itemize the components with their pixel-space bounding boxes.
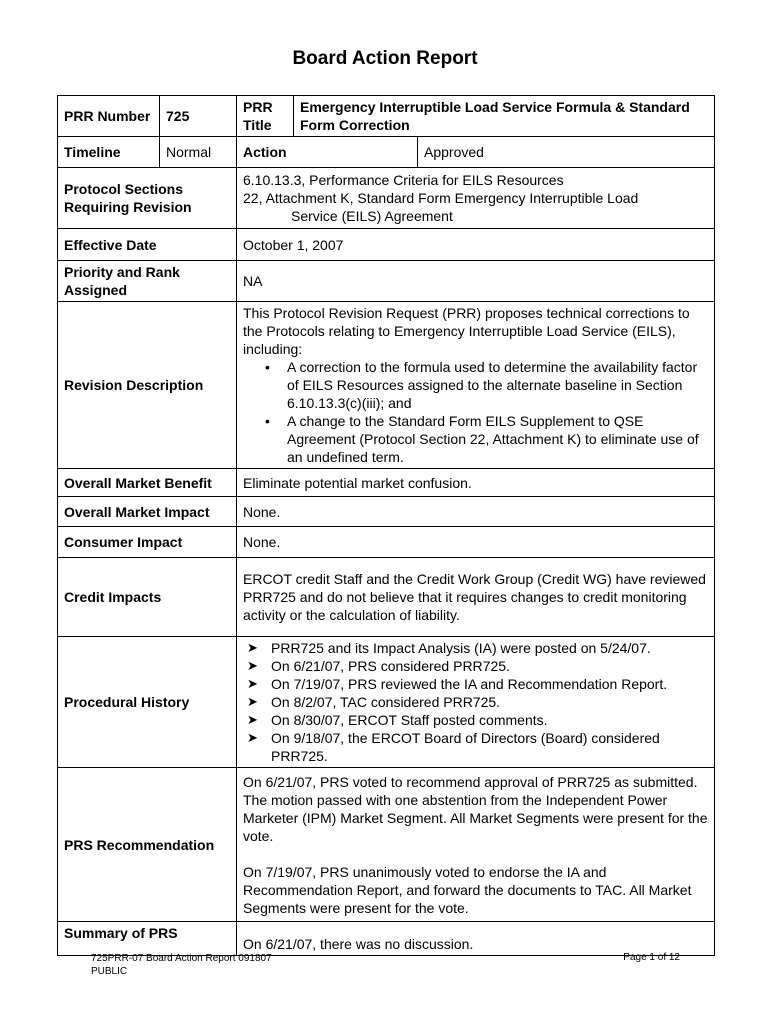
prs-recommendation-row [58,768,715,922]
revision-value [237,302,715,469]
credit-label: Credit Impacts [58,558,237,637]
consumer-impact-value: None. [237,527,715,558]
procedural-item: ➤ PRR725 and its Impact Analysis (IA) were posted on 5/24/07. [247,640,651,656]
credit-row [58,558,715,637]
revision-intro: This Protocol Revision Request (PRR) proposes technical corrections to the Protocols relating to Emergency Interruptible Load Service (EILS), including: [243,305,690,357]
priority-label: Priority and Rank Assigned [58,261,237,302]
prs-recommendation-label: PRS Recommendation [58,768,237,922]
market-benefit-value: Eliminate potential market confusion. [237,469,715,497]
priority-row [58,261,715,302]
arrow-bullet-icon: ➤ [247,676,258,691]
protocol-sections-row [58,168,715,229]
prr-number-value: 725 [160,96,237,137]
summary-prs-label: Summary of PRS [58,922,237,956]
arrow-bullet-icon: ➤ [247,730,258,745]
consumer-impact-label: Consumer Impact [58,527,237,558]
procedural-item: ➤ On 7/19/07, PRS reviewed the IA and Recommendation Report. [247,676,668,692]
timeline-label: Timeline [58,137,160,168]
footer-page-number: Page 1 of 12 [623,952,680,963]
timeline-value: Normal [160,137,237,168]
prr-title-value: Emergency Interruptible Load Service Formula & Standard Form Correction [294,96,715,137]
procedural-item: ➤ On 8/30/07, ERCOT Staff posted comments. [247,712,548,728]
revision-bullet: • A change to the Standard Form EILS Supplement to QSE Agreement (Protocol Section 22, Attachment K) to eliminate use of an undefined term. [287,412,708,466]
arrow-bullet-icon: ➤ [247,658,258,673]
header-row [58,96,715,137]
protocol-sections-line: 6.10.13.3, Performance Criteria for EILS Resources [243,172,564,188]
effective-date-label: Effective Date [58,229,237,261]
arrow-bullet-icon: ➤ [247,640,258,655]
revision-row [58,302,715,469]
protocol-sections-label: Protocol Sections Requiring Revision [58,168,237,229]
procedural-label: Procedural History [58,637,237,768]
effective-date-value: October 1, 2007 [237,229,715,261]
prr-title-label: PRR Title [237,96,294,137]
consumer-impact-row [58,527,715,558]
arrow-bullet-icon: ➤ [247,694,258,709]
revision-label: Revision Description [58,302,237,469]
prs-recommendation-paragraph: On 6/21/07, PRS voted to recommend approval of PRR725 as submitted. The motion passed with one abstention from the Independent Power Marketer (IPM) Market Segment. All Market Segments were present for the vote. [243,773,708,844]
prs-recommendation-paragraph: On 7/19/07, PRS unanimously voted to endorse the IA and Recommendation Report, and forward the documents to TAC. All Market Segments were present for the vote. [243,863,692,916]
protocol-sections-line: Service (EILS) Agreement [291,208,453,224]
market-benefit-label: Overall Market Benefit [58,469,237,497]
prr-number-label: PRR Number [58,96,160,137]
footer [91,952,272,978]
revision-bullet-list [243,358,708,466]
market-impact-label: Overall Market Impact [58,497,237,527]
action-value: Approved [418,137,715,168]
priority-value: NA [237,261,715,302]
market-impact-value: None. [237,497,715,527]
footer-doc-name: 725PRR-07 Board Action Report 091807 [91,953,272,964]
credit-value: ERCOT credit Staff and the Credit Work Group (Credit WG) have reviewed PRR725 and do not believe that it requires changes to credit monitoring activity or the calculation of liability. [237,558,715,637]
procedural-value [237,637,715,768]
arrow-bullet-icon: ➤ [247,712,258,727]
market-impact-row [58,497,715,527]
effective-date-row [58,229,715,261]
summary-prs-value: On 6/21/07, there was no discussion. [237,922,715,956]
footer-classification: PUBLIC [91,966,128,977]
action-label: Action [237,137,418,168]
protocol-sections-value [237,168,715,229]
timeline-row [58,137,715,168]
board-action-table [57,95,715,956]
market-benefit-row [58,469,715,497]
procedural-item: ➤ On 9/18/07, the ERCOT Board of Directors (Board) considered PRR725. [247,730,660,764]
protocol-sections-line: 22, Attachment K, Standard Form Emergency Interruptible Load [243,190,639,206]
prs-recommendation-value [237,768,715,922]
procedural-row [58,637,715,768]
procedural-item: ➤ On 8/2/07, TAC considered PRR725. [247,694,501,710]
procedural-list [243,639,708,765]
procedural-item: ➤ On 6/21/07, PRS considered PRR725. [247,658,510,674]
revision-bullet: • A correction to the formula used to determine the availability factor of EILS Resources assigned to the alternate baseline in Section 6.10.13.3(c)(iii); and [287,358,708,412]
page-title: Board Action Report [292,48,478,69]
summary-prs-row [58,922,715,956]
